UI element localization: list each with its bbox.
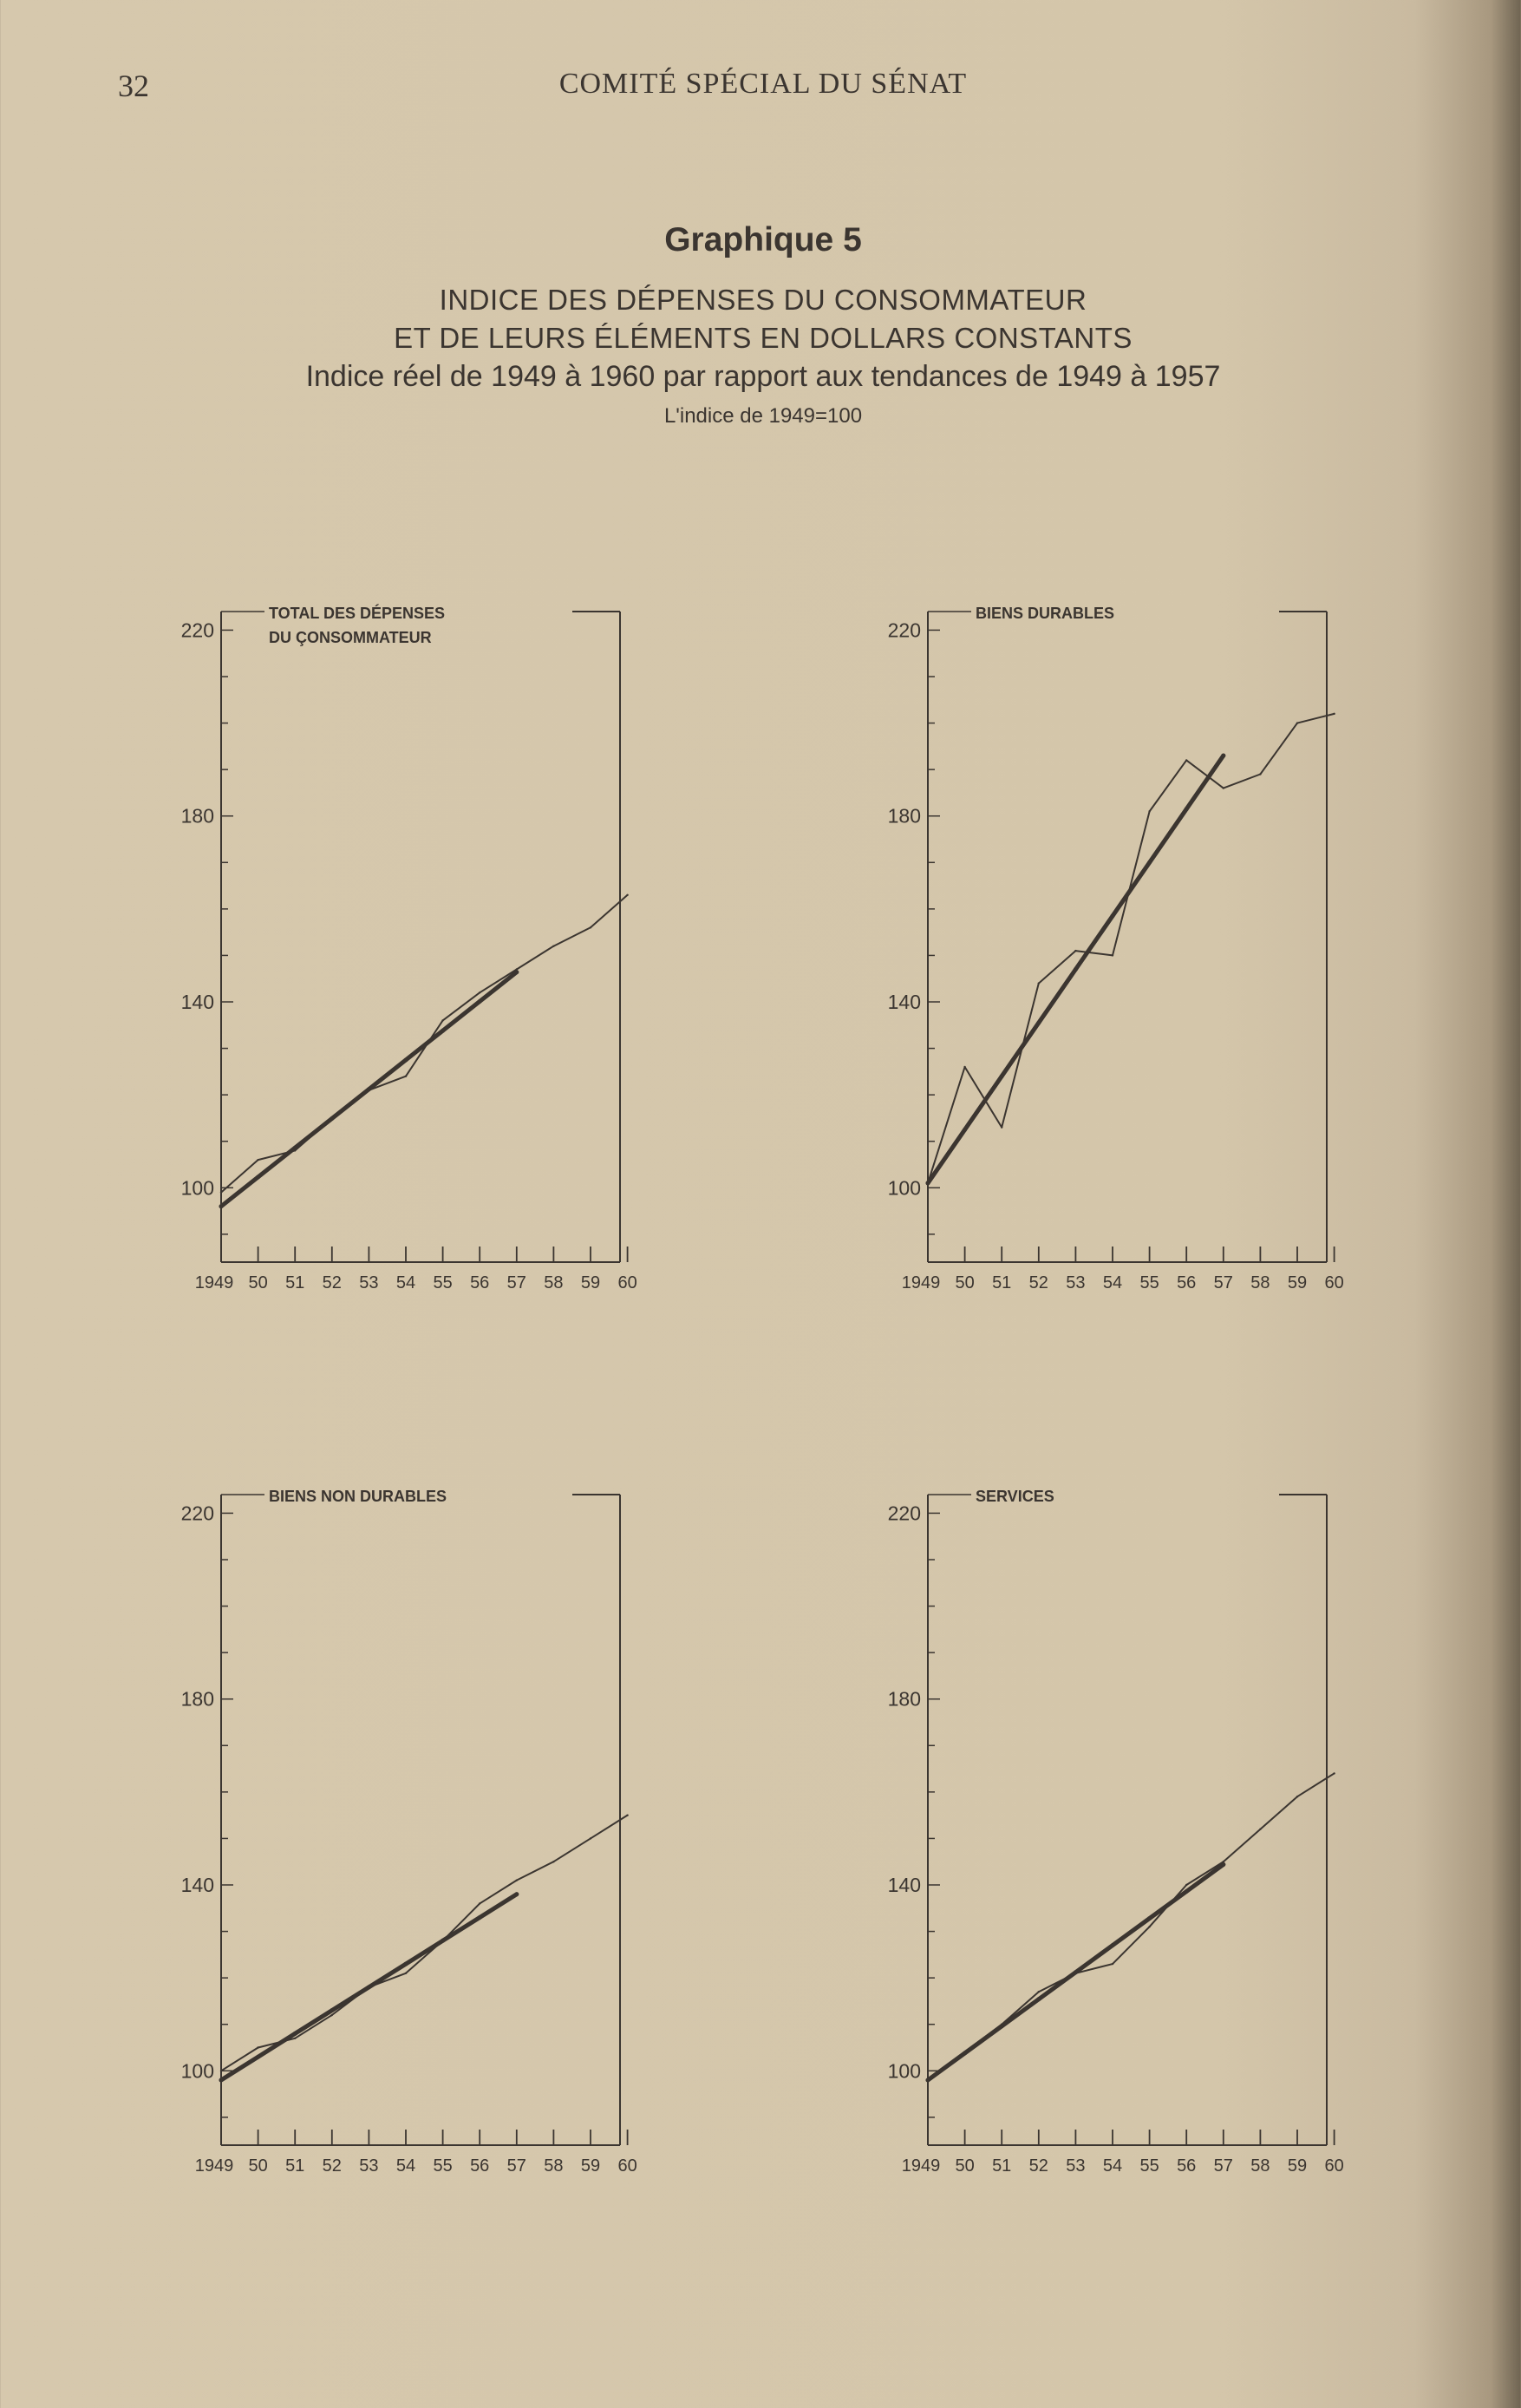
actual-point bbox=[405, 1973, 407, 1974]
actual-point bbox=[1038, 1991, 1040, 1992]
x-tick-label: 53 bbox=[1066, 2156, 1086, 2176]
x-tick-label: 58 bbox=[544, 2156, 564, 2176]
actual-point bbox=[257, 2046, 258, 2048]
actual-point bbox=[441, 1019, 443, 1021]
actual-point bbox=[1112, 1963, 1113, 1965]
x-tick-label: 58 bbox=[1250, 1273, 1270, 1292]
trend-point bbox=[514, 970, 519, 974]
trend-point bbox=[441, 1029, 445, 1033]
x-tick-label: 51 bbox=[992, 1273, 1012, 1292]
x-tick-label: 50 bbox=[955, 2156, 975, 2176]
actual-point bbox=[1001, 1126, 1002, 1128]
actual-point bbox=[552, 1861, 554, 1862]
actual-point bbox=[479, 991, 480, 993]
trend-point bbox=[441, 1939, 445, 1943]
x-tick-label: 51 bbox=[285, 2156, 305, 2176]
trend-point bbox=[1185, 1889, 1189, 1894]
trend-point bbox=[1147, 860, 1152, 865]
trend-point bbox=[963, 2051, 967, 2055]
actual-point bbox=[220, 1191, 222, 1193]
actual-point bbox=[479, 1902, 480, 1904]
trend-point bbox=[219, 1204, 224, 1208]
running-head: COMITÉ SPÉCIAL DU SÉNAT bbox=[558, 68, 968, 100]
x-tick-label: 50 bbox=[955, 1273, 975, 1292]
actual-point bbox=[405, 1076, 407, 1077]
actual-point bbox=[590, 926, 591, 928]
trend-point bbox=[404, 1057, 408, 1062]
actual-point bbox=[626, 894, 628, 896]
chart-services bbox=[863, 1482, 1366, 2184]
trend-point bbox=[293, 2032, 297, 2036]
x-tick-label: 55 bbox=[433, 1273, 453, 1292]
x-tick-label: 60 bbox=[617, 1273, 637, 1292]
x-tick-label: 1949 bbox=[194, 1273, 234, 1292]
x-tick-label: 51 bbox=[285, 1273, 305, 1292]
actual-point bbox=[516, 1879, 518, 1881]
y-tick-label: 140 bbox=[180, 991, 214, 1013]
y-tick-label: 180 bbox=[887, 1687, 921, 1711]
x-tick-label: 55 bbox=[433, 2156, 453, 2176]
page-header bbox=[0, 68, 1492, 111]
y-tick-label: 140 bbox=[887, 1874, 921, 1896]
trend-point bbox=[219, 2078, 224, 2083]
actual-point bbox=[590, 1837, 591, 1839]
trend-point bbox=[1147, 1916, 1152, 1921]
figure-subtitle-3: Indice réel de 1949 à 1960 par rapport aux tendances de 1949 à 1957 bbox=[305, 360, 1221, 393]
trend-point bbox=[330, 2008, 334, 2012]
trend-point bbox=[1111, 1943, 1115, 1947]
x-tick-label: 54 bbox=[1102, 2156, 1123, 2176]
page-number: 32 bbox=[118, 69, 149, 103]
trend-point bbox=[256, 2055, 260, 2059]
panel-title-line: BIENS DURABLES bbox=[976, 605, 1115, 622]
trend-point bbox=[963, 1128, 967, 1132]
x-tick-label: 52 bbox=[322, 2156, 342, 2176]
x-tick-label: 59 bbox=[580, 1273, 601, 1292]
x-tick-label: 52 bbox=[1028, 2156, 1048, 2176]
actual-point bbox=[1259, 1829, 1261, 1830]
panel-title-line: DU ÇONSOMMATEUR bbox=[269, 629, 432, 646]
figure-titles bbox=[0, 221, 1521, 429]
x-tick-label: 54 bbox=[1102, 1273, 1123, 1292]
x-tick-label: 54 bbox=[395, 1273, 416, 1292]
trend-point bbox=[293, 1146, 297, 1150]
x-tick-label: 59 bbox=[1287, 2156, 1308, 2176]
y-tick-label: 100 bbox=[887, 1176, 921, 1200]
x-tick-label: 50 bbox=[248, 2156, 268, 2176]
x-tick-label: 56 bbox=[1177, 2156, 1197, 2176]
trend-point bbox=[367, 1087, 371, 1091]
trend-point bbox=[1000, 1074, 1004, 1078]
panel-title-line: TOTAL DES DÉPENSES bbox=[269, 605, 446, 622]
trend-point bbox=[478, 1915, 482, 1920]
actual-point bbox=[1259, 773, 1261, 775]
x-tick-label: 59 bbox=[1287, 1273, 1308, 1292]
trend-point bbox=[1111, 913, 1115, 918]
chart-biens-durables bbox=[863, 599, 1366, 1301]
x-tick-label: 51 bbox=[992, 2156, 1012, 2176]
actual-point bbox=[294, 2038, 296, 2039]
x-tick-label: 56 bbox=[470, 2156, 490, 2176]
actual-point bbox=[1223, 787, 1224, 788]
x-tick-label: 55 bbox=[1139, 2156, 1159, 2176]
actual-point bbox=[1333, 713, 1335, 715]
actual-point bbox=[257, 1159, 258, 1161]
chart-total-depenses bbox=[156, 599, 659, 1301]
actual-point bbox=[1185, 1884, 1187, 1886]
x-tick-label: 50 bbox=[248, 1273, 268, 1292]
y-tick-label: 180 bbox=[180, 804, 214, 828]
actual-index-line bbox=[221, 1816, 628, 2071]
x-tick-label: 60 bbox=[617, 2156, 637, 2176]
actual-point bbox=[1148, 810, 1150, 812]
trend-point bbox=[1074, 967, 1078, 972]
actual-point bbox=[1296, 1796, 1298, 1797]
y-tick-label: 220 bbox=[180, 618, 214, 642]
y-tick-label: 140 bbox=[180, 1874, 214, 1896]
trend-point bbox=[1221, 1862, 1225, 1867]
panel-title-line: SERVICES bbox=[976, 1488, 1054, 1505]
y-tick-label: 220 bbox=[887, 618, 921, 642]
actual-point bbox=[626, 1814, 628, 1816]
actual-point bbox=[331, 2014, 333, 2016]
x-tick-label: 59 bbox=[580, 2156, 601, 2176]
x-tick-label: 60 bbox=[1324, 1273, 1344, 1292]
y-tick-label: 220 bbox=[180, 1502, 214, 1525]
actual-point bbox=[1296, 722, 1298, 723]
actual-point bbox=[1074, 950, 1076, 952]
x-tick-label: 57 bbox=[506, 1273, 526, 1292]
figure-subtitle-4: L'indice de 1949=100 bbox=[663, 404, 863, 428]
actual-point bbox=[1185, 759, 1187, 761]
trend-point bbox=[1185, 807, 1189, 811]
trend-point bbox=[926, 2078, 930, 2083]
figure-title: Graphique 5 bbox=[664, 221, 862, 258]
trend-point bbox=[256, 1175, 260, 1179]
actual-point bbox=[1038, 982, 1040, 984]
trend-point bbox=[478, 999, 482, 1004]
trend-point bbox=[1036, 1997, 1041, 2001]
x-tick-label: 57 bbox=[1213, 2156, 1233, 2176]
actual-point bbox=[963, 1066, 965, 1068]
x-tick-label: 58 bbox=[1250, 2156, 1270, 2176]
trend-point bbox=[367, 1985, 371, 1989]
trend-point bbox=[926, 1181, 930, 1185]
y-tick-label: 180 bbox=[887, 804, 921, 828]
figure-subtitle-1: INDICE DES DÉPENSES DU CONSOMMATEUR bbox=[439, 284, 1087, 316]
y-tick-label: 100 bbox=[180, 1176, 214, 1200]
panel-title-line: BIENS NON DURABLES bbox=[269, 1488, 447, 1505]
trend-point bbox=[1221, 754, 1225, 758]
x-tick-label: 53 bbox=[359, 1273, 379, 1292]
figure-subtitle-2: ET DE LEURS ÉLÉMENTS EN DOLLARS CONSTANTS bbox=[394, 322, 1133, 354]
trend-point bbox=[404, 1962, 408, 1966]
x-tick-label: 60 bbox=[1324, 2156, 1344, 2176]
actual-point bbox=[1148, 1926, 1150, 1927]
chart-biens-non-durables bbox=[156, 1482, 659, 2184]
trend-point bbox=[330, 1116, 334, 1121]
actual-index-line bbox=[928, 714, 1335, 1183]
y-tick-label: 180 bbox=[180, 1687, 214, 1711]
x-tick-label: 57 bbox=[506, 2156, 526, 2176]
y-tick-label: 220 bbox=[887, 1502, 921, 1525]
y-tick-label: 100 bbox=[180, 2059, 214, 2083]
actual-point bbox=[552, 946, 554, 947]
x-tick-label: 1949 bbox=[901, 1273, 941, 1292]
x-tick-label: 53 bbox=[1066, 1273, 1086, 1292]
x-tick-label: 53 bbox=[359, 2156, 379, 2176]
x-tick-label: 56 bbox=[470, 1273, 490, 1292]
x-tick-label: 1949 bbox=[194, 2156, 234, 2176]
trend-point bbox=[1036, 1021, 1041, 1025]
y-tick-label: 100 bbox=[887, 2059, 921, 2083]
y-tick-label: 140 bbox=[887, 991, 921, 1013]
x-tick-label: 54 bbox=[395, 2156, 416, 2176]
actual-point bbox=[1112, 954, 1113, 956]
x-tick-label: 57 bbox=[1213, 1273, 1233, 1292]
actual-point bbox=[220, 2070, 222, 2071]
x-tick-label: 52 bbox=[322, 1273, 342, 1292]
x-tick-label: 58 bbox=[544, 1273, 564, 1292]
trend-point bbox=[1000, 2024, 1004, 2028]
x-tick-label: 56 bbox=[1177, 1273, 1197, 1292]
trend-point bbox=[514, 1892, 519, 1896]
x-tick-label: 52 bbox=[1028, 1273, 1048, 1292]
trend-point bbox=[1074, 1970, 1078, 1974]
x-tick-label: 55 bbox=[1139, 1273, 1159, 1292]
x-tick-label: 1949 bbox=[901, 2156, 941, 2176]
actual-point bbox=[1333, 1772, 1335, 1774]
